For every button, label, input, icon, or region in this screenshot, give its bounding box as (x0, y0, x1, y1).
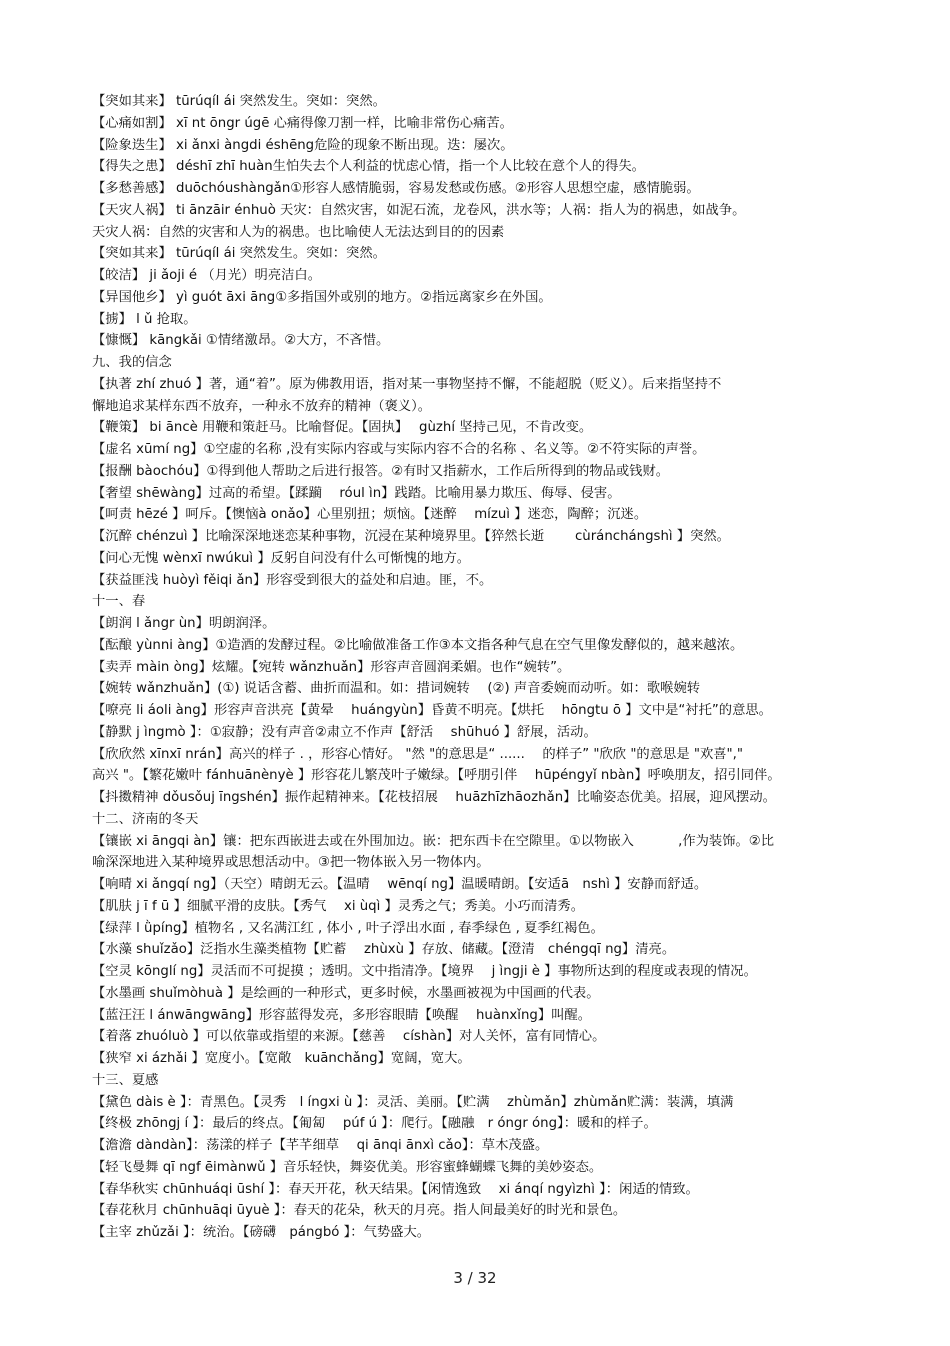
text-line: 【掳】 l ǔ 抢取。 (92, 311, 197, 327)
text-line: 【轻飞曼舞 qī ngf ēimànwǔ 】音乐轻快，舞姿优美。形容蜜蜂蝴蝶飞舞的美妙姿态。 (92, 1159, 603, 1175)
text-line: 【突如其来】 tūrúqíl ái 突然发生。突如：突然。 (92, 246, 386, 262)
text-line: 【欣欣然 xīnxī nrán】高兴的样子 . ，形容心情好。 "然 "的意思是“ ...... 的样子” "欣欣 "的意思是 "欢喜"," (92, 746, 744, 762)
text-line: 十二、济南的冬天 (92, 811, 199, 827)
text-line: 【奢望 shēwàng】过高的希望。【蹂躏 róul ìn】践踏。比喻用暴力欺压、侮辱、侵害。 (92, 485, 621, 501)
text-line: 十一、春 (92, 594, 146, 610)
text-line: 【执著 zhí zhuó 】著，通“着”。原为佛教用语，指对某一事物坚持不懈，不能超脱（贬义）。后来指坚持不 (92, 376, 722, 392)
text-line: 九、我的信念 (92, 355, 172, 370)
text-line: 【狭窄 xi ázhǎi 】宽度小。【宽敞 kuānchǎng】宽阔，宽大。 (92, 1051, 471, 1066)
text-line: 【肌肤 j ī f ū 】细腻平滑的皮肤。【秀气 xi ùqì 】灵秀之气；秀美。小巧而清秀。 (92, 898, 584, 914)
text-line: 【鞭策】 bi āncè 用鞭和策赶马。比喻督促。【固执】 gùzhí 坚持己见，不肯改变。 (92, 420, 593, 436)
text-line: 【卖弄 màin òng】炫耀。【宛转 wǎnzhuǎn】形容声音圆润柔媚。也作“婉转”。 (92, 659, 571, 675)
text-line: 【绿萍 l ǜpíng】植物名 , 又名满江红 , 体小 , 叶子浮出水面 , 春季绿色 , 夏季红褐色。 (92, 920, 604, 936)
text-line: 【婉转 wǎnzhuǎn】(①) 说话含蓄、曲折而温和。如：措词婉转 (②) 声音委婉而动听。如：歌喉婉转 (92, 681, 701, 697)
text-line: 【虚名 xūmí ng】①空虚的名称 ,没有实际内容或与实际内容不合的名称 、名义等。②不符实际的声誉。 (92, 442, 706, 457)
text-line: 【突如其来】 tūrúqíl ái 突然发生。突如：突然。 (92, 94, 386, 109)
text-line: 【着落 zhuóluò 】可以依靠或指望的来源。【慈善 císhàn】对人关怀，富有同情心。 (92, 1029, 606, 1045)
text-line: 【水藻 shuǐzǎo】泛指水生藻类植物【贮蓄 zhùxù 】存放、储藏。【澄清 chéngqī ng】清亮。 (92, 942, 676, 958)
document-body (92, 91, 882, 1244)
text-line: 【多愁善感】 duōchóushàngǎn①形容人感情脆弱，容易发愁或伤感。②形容人思想空虚，感情脆弱。 (92, 181, 700, 196)
text-line: 【得失之患】 déshī zhī huàn生怕失去个人利益的忧虑心情，指一个人比较在意个人的得失。 (92, 159, 645, 175)
text-line: 【酝酿 yùnni àng】①造酒的发酵过程。②比喻做准备工作③本文指各种气息在空气里像发酵似的，越来越浓。 (92, 637, 744, 653)
text-line: 【黛色 dàis è 】：青黑色。【灵秀 l íngxi ù 】：灵活、美丽。【贮满 zhùmǎn】zhùmǎn贮满：装满，填满 (92, 1094, 734, 1110)
text-line: 【终极 zhōngj í 】：最后的终点。【匍匐 púf ú 】：爬行。【融融 r óngr óng】：暖和的样子。 (92, 1116, 657, 1132)
text-line: 喻深深地进入某种境界或思想活动中。③把一物体嵌入另一物体内。 (92, 855, 490, 871)
text-line: 【沉醉 chénzuì 】比喻深深地迷恋某种事物，沉浸在某种境界里。【猝然长逝 cùránchángshì 】突然。 (92, 529, 730, 544)
text-line: 十三、夏感 (92, 1072, 159, 1088)
text-line: 【静默 j ìngmò 】：①寂静；没有声音②肃立不作声【舒活 shūhuó 】舒展，活动。 (92, 724, 597, 740)
text-line: 【春华秋实 chūnhuáqi ūshí 】：春天开花，秋天结果。【闲情逸致 xi ánqí ngyìzhì 】：闲适的情致。 (92, 1181, 699, 1197)
text-line: 【春花秋月 chūnhuāqi ūyuè 】：春天的花朵，秋天的月亮。指人间最美好的时光和景色。 (92, 1203, 627, 1219)
text-line: 【主宰 zhǔzǎi 】：统治。【磅礴 pángbó 】：气势盛大。 (92, 1225, 431, 1240)
text-line: 高兴 "。【繁花嫩叶 fánhuānènyè 】形容花儿繁茂叶子嫩绿。【呼朋引伴 hūpéngyǐ nbàn】呼唤朋友，招引同伴。 (92, 768, 781, 784)
text-line: 懈地追求某样东西不放弃，一种永不放弃的精神（褒义）。 (92, 398, 432, 414)
text-line: 【蓝汪汪 l ánwāngwāng】形容蓝得发亮，多形容眼睛【唤醒 huànxǐng】叫醒。 (92, 1007, 592, 1023)
text-line: 【水墨画 shuǐmòhuà 】是绘画的一种形式，更多时候，水墨画被视为中国画的代表。 (92, 985, 600, 1001)
text-line: 【报酬 bàochóu】①得到他人帮助之后进行报答。②有时又指薪水，工作后所得到的物品或钱财。 (92, 463, 670, 479)
text-line: 【澹澹 dàndàn】：荡漾的样子【芊芊细草 qi ānqi ānxì cǎo】：草木茂盛。 (92, 1138, 549, 1153)
text-line: 【响晴 xi ǎngqí ng】（天空）晴朗无云。【温晴 wēnqí ng】温暖晴朗。【安适ā nshì 】安静而舒适。 (92, 877, 708, 892)
text-line: 【异国他乡】 yì guót āxi āng①多指国外或别的地方。②指远离家乡在外国。 (92, 289, 552, 305)
text-line: 【获益匪浅 huòyì fěiqi ǎn】形容受到很大的益处和启迪。匪，不。 (92, 572, 493, 588)
text-line: 【镶嵌 xi āngqi àn】镶：把东西嵌进去或在外围加边。嵌：把东西卡在空隙里。①以物嵌入 ,作为装饰。②比 (92, 833, 775, 849)
text-line: 天灾人祸：自然的灾害和人为的祸患。也比喻使人无法达到目的的因素 (92, 224, 505, 240)
text-line: 【问心无愧 wènxī nwúkuì 】反躬自问没有什么可惭愧的地方。 (92, 550, 471, 566)
text-line: 【心痛如割】 xī nt ōngr úgē 心痛得像刀割一样，比喻非常伤心痛苦。 (92, 115, 513, 131)
text-line: 【空灵 kōnglí ng】灵活而不可捉摸 ；透明。文中指清净。【境界 j ìngji è 】事物所达到的程度或表现的情况。 (92, 964, 757, 979)
text-line: 【险象迭生】 xi ǎnxi àngdi éshēng危险的现象不断出现。迭：屡次。 (92, 137, 514, 153)
text-line: 【呵责 hēzé 】呵斥。【懊恼à onǎo】心里别扭；烦恼。【迷醉 mízuì 】迷恋，陶醉；沉迷。 (92, 507, 648, 523)
text-line: 【天灾人祸】 ti ānzāir énhuò 天灾：自然灾害，如泥石流，龙卷风，洪水等；人祸：指人为的祸患，如战争。 (92, 202, 746, 218)
text-line: 【皎洁】 ji ǎoji é （月光）明亮洁白。 (92, 268, 322, 283)
text-line: 【朗润 l ǎngr ùn】明朗润泽。 (92, 616, 276, 631)
page-number: 3 / 32 (453, 1269, 497, 1287)
text-line: 【嘹亮 li áoli àng】形容声音洪亮【黄晕 huángyùn】昏黄不明亮。【烘托 hōngtu ō 】文中是“衬托”的意思。 (92, 703, 772, 718)
text-line: 【抖擞精神 dǒusǒuj īngshén】振作起精神来。【花枝招展 huāzhīzhāozhǎn】比喻姿态优美。招展，迎风摆动。 (92, 790, 776, 805)
text-line: 【慷慨】 kāngkǎi ①情绪激昂。②大方，不吝惜。 (92, 333, 390, 349)
